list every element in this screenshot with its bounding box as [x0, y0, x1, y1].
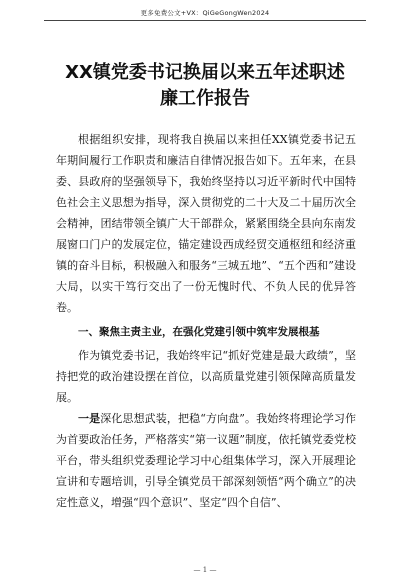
header-divider [44, 20, 366, 21]
point-text: 深化思想武装，把稳“方向盘”。我始终将理论学习作为首要政治任务，严格落实“第一议题”制度，依托镇党委党校平台，带头组织党委理论学习中心组集体学习，深入开展理论宣讲和专题培训，引导全镇党员干部深刻领悟“两个确立”的决定性意义，增强“四个意识”、坚定“四个自信”、 [56, 412, 357, 509]
document-title: XX镇党委书记换届以来五年述职述廉工作报告 [65, 62, 345, 109]
page-header-text: 更多免费公文+VX：QiGeGongWen2024 [140, 9, 270, 17]
section-1-point-1-paragraph [56, 408, 356, 513]
section-1-paragraph: 作为镇党委书记，我始终牢记“抓好党建是最大政绩”，坚持把党的政治建设摆在首位，以高质量党建引领保障高质量发展。 [56, 349, 356, 404]
point-lead: 一是 [78, 412, 101, 425]
section-1-heading: 一、聚焦主责主业，在强化党建引领中筑牢发展根基 [78, 326, 320, 338]
intro-paragraph: 根据组织安排，现将我自换届以来担任XX镇党委书记五年期间履行工作职责和廉洁自律情况报告如下。五年来，在县委、县政府的坚强领导下，我始终坚持以习近平新时代中国特色社会主义思想为指导，深入贯彻党的二十大及二十届历次全会精神，团结带领全镇广大干部群众，紧紧围绕全县向东南发展窗口门户的发展定位，锚定建设西成经贸交通枢纽和经济重镇的奋斗目标，积极融入和服务“三城五地”、“五个西和”建设大局，以实干笃行交出了一份无愧时代、不负人民的优异答卷。 [56, 133, 356, 314]
page-number: — 1 — [193, 566, 217, 574]
